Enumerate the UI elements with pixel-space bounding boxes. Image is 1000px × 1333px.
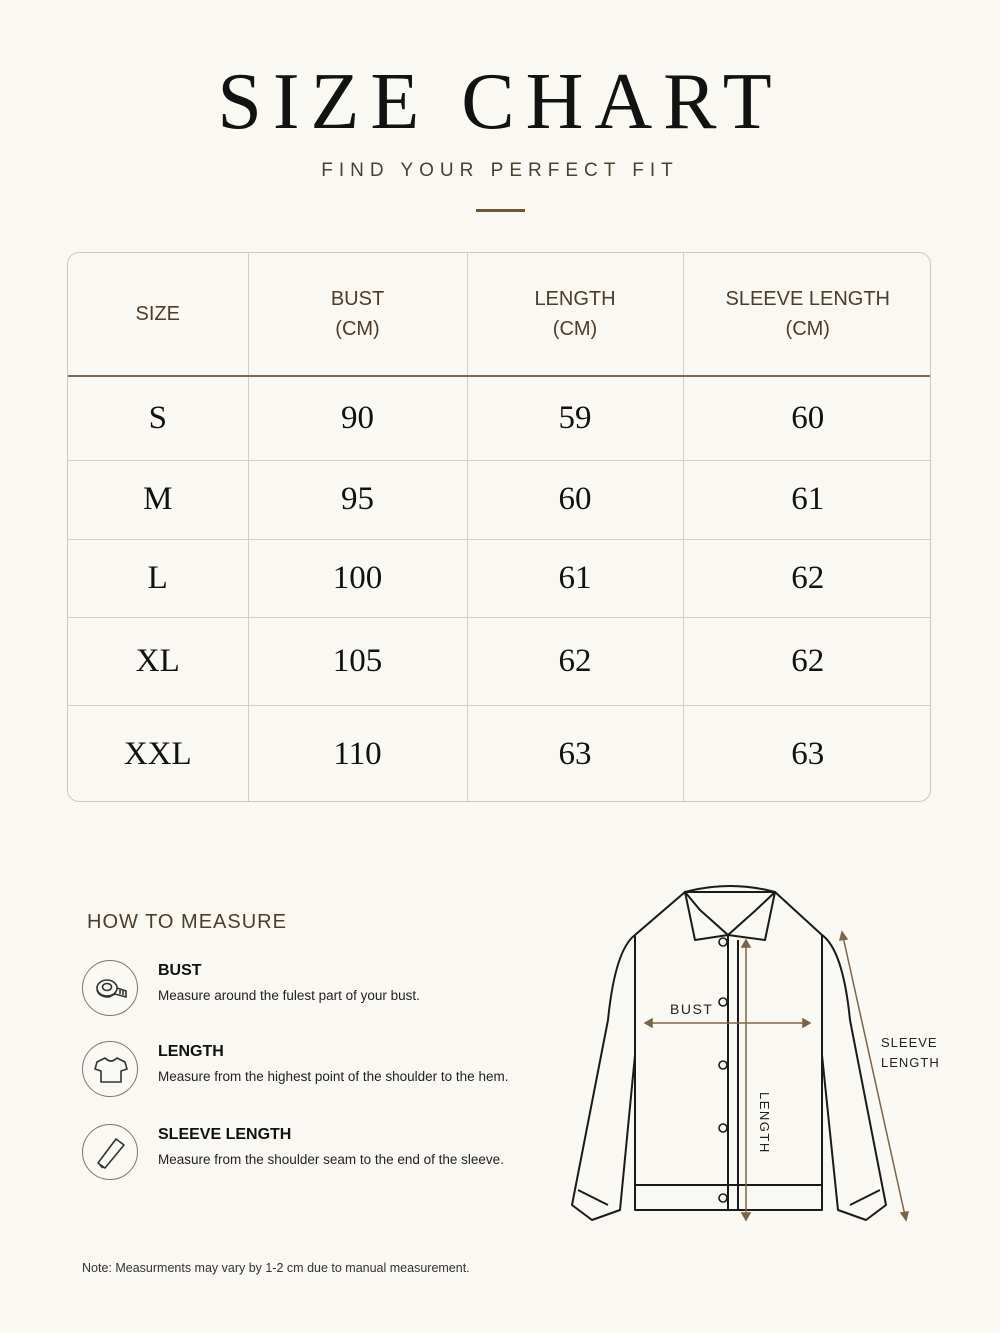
- jacket-button: [719, 1061, 727, 1069]
- measure-item-length: [82, 1041, 582, 1101]
- column-header-unit: (CM): [335, 318, 380, 340]
- measure-heading: BUST: [158, 962, 202, 979]
- jacket-sleeve-left: [572, 935, 635, 1220]
- jacket-sleeve-right: [822, 935, 886, 1220]
- table-row: [68, 617, 931, 705]
- length-arrow-head-bottom: [742, 1213, 750, 1220]
- cell-size: L: [68, 539, 248, 617]
- jacket-collar: [685, 886, 775, 935]
- column-header-unit: (CM): [552, 318, 598, 340]
- cell-bust: 105: [248, 617, 467, 705]
- cell-bust: 95: [248, 460, 467, 539]
- table-row: [68, 539, 931, 617]
- cell-length: 63: [467, 705, 683, 802]
- cell-length: 59: [467, 376, 683, 460]
- column-header-unit: (CM): [785, 318, 830, 340]
- sleeve-label-line1: SLEEVE: [881, 1035, 938, 1050]
- table-row: [68, 705, 931, 802]
- measure-description: Measure from the shoulder seam to the end of the sleeve.: [158, 1152, 504, 1167]
- length-label: LENGTH: [757, 1092, 772, 1154]
- table-row: [68, 376, 931, 460]
- cell-sleeve: 61: [683, 460, 931, 539]
- measure-description: Measure around the fulest part of your bust.: [158, 988, 420, 1003]
- title-divider: [476, 209, 525, 212]
- page-title: SIZE CHART: [217, 58, 783, 146]
- sleeve-arrow-head-top: [840, 932, 847, 940]
- sleeve-arrow-line: [842, 932, 906, 1220]
- cell-size: XXL: [68, 705, 248, 802]
- sleeve-label-line2: LENGTH: [881, 1055, 940, 1070]
- column-header-length: [467, 253, 683, 376]
- bust-arrow-head-right: [803, 1019, 810, 1027]
- cell-sleeve: 63: [791, 735, 825, 772]
- cell-bust: 100: [248, 539, 467, 617]
- cell-bust: 90: [248, 376, 467, 460]
- measure-description: Measure from the highest point of the shoulder to the hem.: [158, 1069, 509, 1084]
- bust-label: BUST: [670, 1001, 714, 1017]
- cell-bust: 110: [248, 705, 467, 802]
- jacket-button: [719, 1124, 727, 1132]
- column-header-label: LENGTH: [534, 288, 616, 310]
- jacket-button: [719, 1194, 727, 1202]
- jacket-button: [719, 998, 727, 1006]
- cell-sleeve: 62: [683, 539, 931, 617]
- jacket-diagram: [560, 880, 960, 1240]
- column-header-size: [68, 253, 248, 376]
- tshirt-icon: [82, 1041, 138, 1097]
- measure-item-sleeve-length: [82, 1124, 582, 1184]
- page-subtitle: FIND YOUR PERFECT FIT: [321, 160, 679, 181]
- bust-arrow-head-left: [645, 1019, 652, 1027]
- jacket-cuff-right: [850, 1190, 880, 1205]
- jacket-cuff-left: [578, 1190, 608, 1205]
- cell-sleeve: 60: [683, 376, 931, 460]
- column-header-bust: [248, 253, 467, 376]
- sleeve-arrow-head-bottom: [901, 1212, 908, 1220]
- how-to-measure-title: HOW TO MEASURE: [87, 911, 287, 933]
- cell-length: 62: [467, 617, 683, 705]
- length-arrow-head-top: [742, 940, 750, 947]
- column-header-label: BUST: [330, 288, 385, 310]
- column-header-label: SLEEVE LENGTH: [725, 288, 890, 310]
- cell-size: M: [68, 460, 248, 539]
- table-row: [68, 460, 931, 539]
- cell-size: S: [68, 376, 248, 460]
- sleeve-icon: [82, 1124, 138, 1180]
- cell-sleeve: 62: [683, 617, 931, 705]
- cell-length: 60: [467, 460, 683, 539]
- measuring-tape-icon: [82, 960, 138, 1016]
- measure-heading: LENGTH: [158, 1043, 224, 1060]
- measurement-note: Note: Measurments may vary by 1-2 cm due to manual measurement.: [82, 1261, 470, 1275]
- size-table: [67, 252, 931, 802]
- table-header-row: [68, 253, 931, 376]
- cell-size: XL: [68, 617, 248, 705]
- column-header-label: SIZE: [135, 303, 180, 325]
- cell-length: 61: [467, 539, 683, 617]
- column-header-sleeve-length: [683, 253, 931, 376]
- measure-item-bust: [82, 960, 582, 1020]
- jacket-button: [719, 938, 727, 946]
- measure-heading: SLEEVE LENGTH: [158, 1126, 292, 1143]
